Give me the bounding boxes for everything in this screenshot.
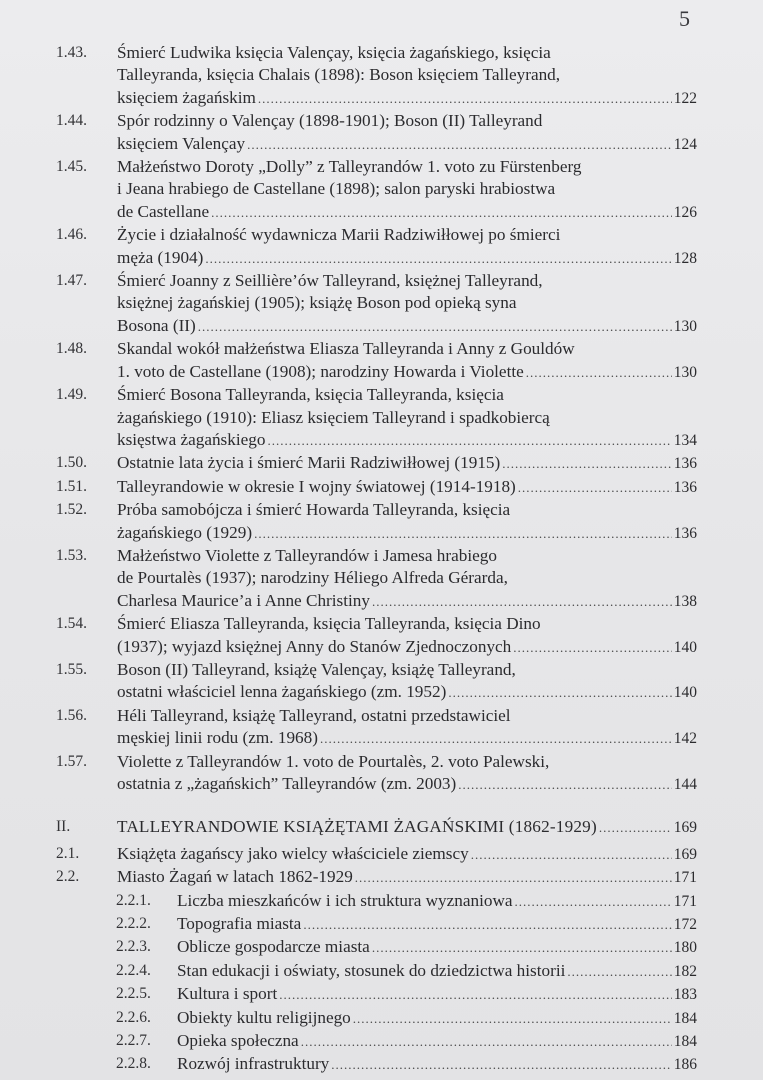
toc-entry-line: Bosona (II)	[117, 315, 196, 335]
dot-leader	[355, 867, 672, 889]
toc-entry-line: Ostatnie lata życia i śmierć Marii Radziwiłłowej (1915)	[117, 453, 501, 473]
toc-page-ref: 183	[673, 986, 697, 1004]
dot-leader	[301, 1031, 672, 1053]
dot-leader	[353, 1008, 672, 1030]
toc-subsection	[0, 1053, 763, 1076]
toc-entry-number: 1.47.	[56, 272, 87, 290]
toc-entry-number: 1.56.	[56, 706, 87, 724]
toc-subsection-number: 2.2.7.	[116, 1032, 151, 1050]
dot-leader	[372, 937, 672, 959]
toc-entry-number: 1.51.	[56, 477, 87, 495]
toc-entry	[0, 384, 763, 452]
toc-entry	[0, 476, 763, 499]
toc-entry-number: 1.43.	[56, 44, 87, 61]
dot-leader	[567, 961, 671, 983]
toc-page-ref: 140	[673, 684, 697, 702]
toc-page-ref: 184	[673, 1009, 697, 1027]
toc-page-ref: 180	[673, 939, 697, 957]
toc-page-ref: 169	[673, 845, 697, 863]
toc-subsection-number: 2.2.1.	[116, 891, 151, 909]
toc-page-ref: 136	[673, 524, 697, 542]
toc-section-title: Miasto Żagań w latach 1862-1929	[117, 867, 353, 887]
toc-page-ref: 134	[673, 431, 697, 449]
dot-leader	[303, 914, 671, 936]
dot-leader	[513, 637, 671, 659]
toc-entry	[0, 224, 763, 270]
toc-page-ref: 172	[673, 916, 697, 934]
dot-leader	[458, 774, 672, 796]
toc-page-ref: 130	[673, 363, 697, 381]
toc-subsection	[0, 1030, 763, 1053]
toc-page-ref: 122	[673, 89, 697, 107]
toc-page-ref: 140	[673, 638, 697, 656]
toc-entry-number: 1.52.	[56, 501, 87, 519]
toc-subsection-title: Liczba mieszkańców i ich struktura wyznaniowa	[177, 890, 513, 910]
toc-subsection-number: 2.2.5.	[116, 985, 151, 1003]
toc-page-ref: 144	[673, 776, 697, 793]
toc-entry-line: Śmierć Eliasza Talleyranda, księcia Talleyranda, księcia Dino	[117, 614, 541, 634]
toc-entry	[0, 42, 763, 110]
toc-subsection	[0, 936, 763, 959]
toc-section-title: Książęta żagańscy jako wielcy właściciele ziemscy	[117, 843, 469, 863]
toc-entry-line: księciem żagańskim	[117, 87, 256, 107]
toc-entry-line: Spór rodzinny o Valençay (1898-1901); Boson (II) Talleyrand	[117, 111, 543, 131]
toc-entry	[0, 751, 763, 797]
toc-entry-line: Talleyrandowie w okresie I wojny światowej (1914-1918)	[117, 476, 516, 496]
toc-page-ref: 124	[673, 135, 697, 153]
toc-page-ref: 182	[673, 962, 697, 980]
toc-entry-line: de Castellane	[117, 201, 210, 221]
toc-entry-number: 1.49.	[56, 386, 87, 404]
toc-subsection-number: 2.2.4.	[116, 961, 151, 979]
toc-entry-line: Małżeństwo Violette z Talleyrandów i Jamesa hrabiego	[117, 545, 497, 565]
toc-entry-line: Śmierć Joanny z Seillière’ów Talleyrand, księżnej Talleyrand,	[117, 271, 543, 291]
toc-page-ref: 136	[673, 478, 697, 496]
dot-leader	[205, 248, 671, 270]
toc-section	[0, 866, 763, 889]
toc-subsection-title: Rozwój infrastruktury	[177, 1054, 330, 1074]
toc-page-ref: 138	[673, 592, 697, 610]
toc-page-ref: 130	[673, 317, 697, 335]
toc-page-ref: 128	[673, 249, 697, 267]
toc-entry-number: 1.55.	[56, 660, 87, 678]
toc-entry-line: Życie i działalność wydawnicza Marii Radziwiłłowej po śmierci	[117, 225, 561, 245]
toc-subsection-title: Kultura i sport	[177, 984, 278, 1004]
toc-entry-line: ostatni właściciel lenna żagańskiego (zm. 1952)	[117, 682, 447, 702]
toc-entry-line: 1. voto de Castellane (1908); narodziny Howarda i Violette	[117, 361, 524, 381]
toc-subsection-title: Oblicze gospodarcze miasta	[177, 937, 370, 957]
toc-entry-line: Violette z Talleyrandów 1. voto de Pourtalès, 2. voto Palewski,	[117, 751, 550, 771]
dot-leader	[502, 453, 671, 475]
toc-entry-line: Talleyranda, księcia Chalais (1898): Boson księciem Talleyrand,	[117, 65, 561, 85]
toc-subsection-number: 2.2.6.	[116, 1008, 151, 1026]
toc-page-ref: 171	[673, 869, 697, 887]
toc-subsection-title: Topografia miasta	[177, 914, 302, 934]
toc-entry	[0, 659, 763, 705]
toc-entry-line: (1937); wyjazd księżnej Anny do Stanów Zjednoczonych	[117, 636, 512, 656]
dot-leader	[526, 362, 672, 384]
toc-entry-line: Próba samobójcza i śmierć Howarda Talleyranda, księcia	[117, 500, 511, 520]
page-number: 5	[679, 6, 690, 31]
toc-entry-line: i Jeana hrabiego de Castellane (1898); salon paryski hrabiostwa	[117, 179, 556, 199]
toc-entry-line: żagańskiego (1910): Eliasz księciem Talleyrand i spadkobiercą	[117, 407, 550, 427]
toc-entry-line: Boson (II) Talleyrand, książę Valençay, książę Talleyrand,	[117, 659, 516, 679]
toc-subsection	[0, 913, 763, 936]
toc-entry-line: męskiej linii rodu (zm. 1968)	[117, 728, 318, 748]
dot-leader	[254, 523, 672, 545]
toc-subsection	[0, 983, 763, 1006]
toc-page-ref: 186	[673, 1056, 697, 1074]
dot-leader	[448, 682, 671, 704]
toc-entry	[0, 499, 763, 545]
toc-subsection-title: Obiekty kultu religijnego	[177, 1007, 351, 1027]
toc-entry-line: męża (1904)	[117, 247, 204, 267]
toc-page-ref: 171	[673, 892, 697, 910]
dot-leader	[211, 202, 672, 224]
dot-leader	[471, 844, 672, 866]
toc-entry-number: 1.44.	[56, 112, 87, 130]
toc-entry-line: ostatnia z „żagańskich” Talleyrandów (zm. 2003)	[117, 774, 457, 793]
toc-entry-line: de Pourtalès (1937); narodziny Héliego Alfreda Gérarda,	[117, 568, 508, 588]
toc-entry	[0, 156, 763, 224]
dot-leader	[331, 1054, 671, 1076]
toc-entry	[0, 338, 763, 384]
toc-page-ref: 126	[673, 203, 697, 221]
dot-leader	[267, 430, 671, 452]
toc-entry	[0, 613, 763, 659]
toc-section-number: 2.1.	[56, 844, 80, 862]
toc-entry	[0, 110, 763, 156]
toc-entry	[0, 545, 763, 613]
toc-entry	[0, 705, 763, 751]
toc-subsection	[0, 1007, 763, 1030]
toc-page-ref: 184	[673, 1033, 697, 1051]
toc-chapter-number: II.	[56, 818, 71, 836]
toc-entry-number: 1.45.	[56, 158, 87, 176]
toc-subsection-title: Opieka społeczna	[177, 1031, 299, 1051]
toc-entry-number: 1.54.	[56, 615, 87, 633]
toc-subsection	[0, 890, 763, 913]
toc-chapter	[0, 816, 763, 839]
toc-page-ref: 142	[673, 730, 697, 748]
dot-leader	[515, 891, 672, 913]
toc-entry	[0, 452, 763, 475]
toc-entry-line: księstwa żagańskiego	[117, 429, 266, 449]
toc-chapter-title: TALLEYRANDOWIE KSIĄŻĘTAMI ŻAGAŃSKIMI (1862-1929)	[117, 817, 597, 837]
toc-subsection-number: 2.2.8.	[116, 1055, 151, 1073]
toc-entry	[0, 270, 763, 338]
toc-entry-number: 1.48.	[56, 340, 87, 358]
dot-leader	[518, 477, 672, 499]
toc-entry-line: Śmierć Bosona Talleyranda, księcia Talleyranda, księcia	[117, 385, 504, 405]
toc-entry-line: Małżeństwo Doroty „Dolly” z Talleyrandów 1. voto zu Fürstenberg	[117, 157, 582, 177]
toc-page-ref: 169	[673, 819, 697, 837]
toc-section	[0, 843, 763, 866]
toc-entry-number: 1.50.	[56, 454, 87, 472]
toc-entry-number: 1.46.	[56, 226, 87, 244]
dot-leader	[320, 728, 672, 750]
dot-leader	[279, 984, 672, 1006]
dot-leader	[599, 817, 672, 839]
toc-subsection	[0, 960, 763, 983]
toc-entry-number: 1.53.	[56, 546, 87, 564]
table-of-contents	[0, 42, 763, 1077]
toc-subsection-title: Stan edukacji i oświaty, stosunek do dziedzictwa historii	[177, 960, 566, 980]
dot-leader	[372, 591, 672, 613]
toc-entry-line: żagańskiego (1929)	[117, 522, 253, 542]
toc-entry-line: Śmierć Ludwika księcia Valençay, księcia żagańskiego, księcia	[117, 43, 551, 62]
dot-leader	[247, 134, 672, 156]
toc-entry-line: księżnej żagańskiej (1905); książę Boson pod opieką syna	[117, 293, 517, 313]
toc-entry-line: Héli Talleyrand, książę Talleyrand, ostatni przedstawiciel	[117, 705, 511, 725]
dot-leader	[198, 316, 672, 338]
toc-entry-line: Charlesa Maurice’a i Anne Christiny	[117, 590, 370, 610]
toc-page-ref: 136	[673, 455, 697, 473]
toc-entry-line: Skandal wokół małżeństwa Eliasza Talleyranda i Anny z Gouldów	[117, 339, 575, 359]
toc-section-number: 2.2.	[56, 868, 80, 886]
toc-subsection-number: 2.2.2.	[116, 915, 151, 933]
toc-entry-line: księciem Valençay	[117, 133, 246, 153]
toc-subsection-number: 2.2.3.	[116, 938, 151, 956]
toc-entry-number: 1.57.	[56, 752, 87, 770]
dot-leader	[258, 88, 672, 110]
